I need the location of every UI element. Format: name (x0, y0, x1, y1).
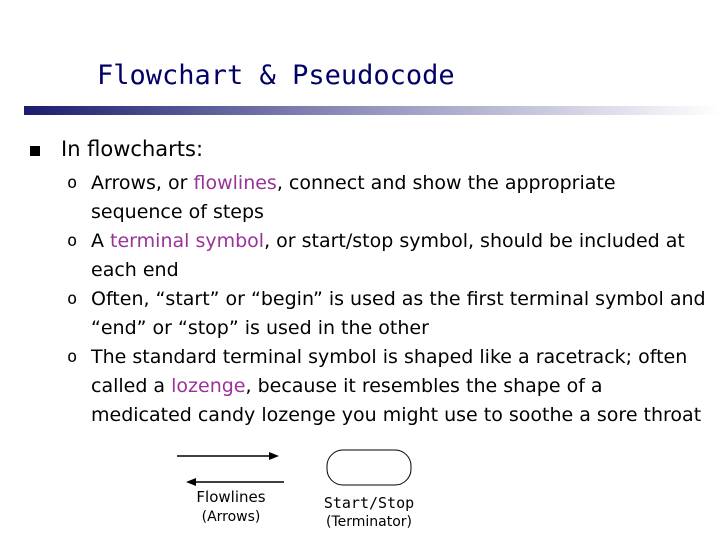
item-text: , connect and show the appropriate sequence of steps (91, 172, 616, 223)
right-arrow-icon (177, 452, 279, 460)
circle-bullet-icon: o (67, 347, 78, 367)
circle-bullet-icon: o (67, 231, 78, 251)
main-bullet-text: In flowcharts: (61, 137, 204, 161)
circle-bullet-icon: o (67, 173, 78, 193)
item-text: , or start/stop symbol, should be included at each end (91, 230, 685, 281)
terminator-sublabel: (Terminator) (325, 514, 412, 530)
flowlines-sublabel: (Arrows) (201, 509, 261, 525)
left-arrow-icon (186, 478, 284, 486)
item-text: The standard terminal symbol is shaped like a racetrack; often called a (91, 346, 688, 397)
circle-bullet-icon: o (67, 289, 78, 309)
item-text: Often, “start” or “begin” is used as the first terminal symbol and “end” or “stop” is used in the other (91, 288, 706, 339)
terminator-symbol (327, 450, 411, 485)
item-text: , because it resembles the shape of a medicated candy lozenge you might use to soothe a sore throat (91, 375, 702, 426)
highlighted-term: lozenge (171, 375, 246, 397)
highlighted-term: flowlines (193, 172, 277, 194)
terminator-label: Start/Stop (323, 494, 415, 512)
item-text: Arrows, or (91, 172, 194, 194)
slide-title: Flowchart & Pseudocode (97, 60, 455, 91)
flowlines-label: Flowlines (196, 488, 266, 506)
highlighted-term: terminal symbol (110, 230, 265, 252)
item-text: A (91, 230, 111, 252)
